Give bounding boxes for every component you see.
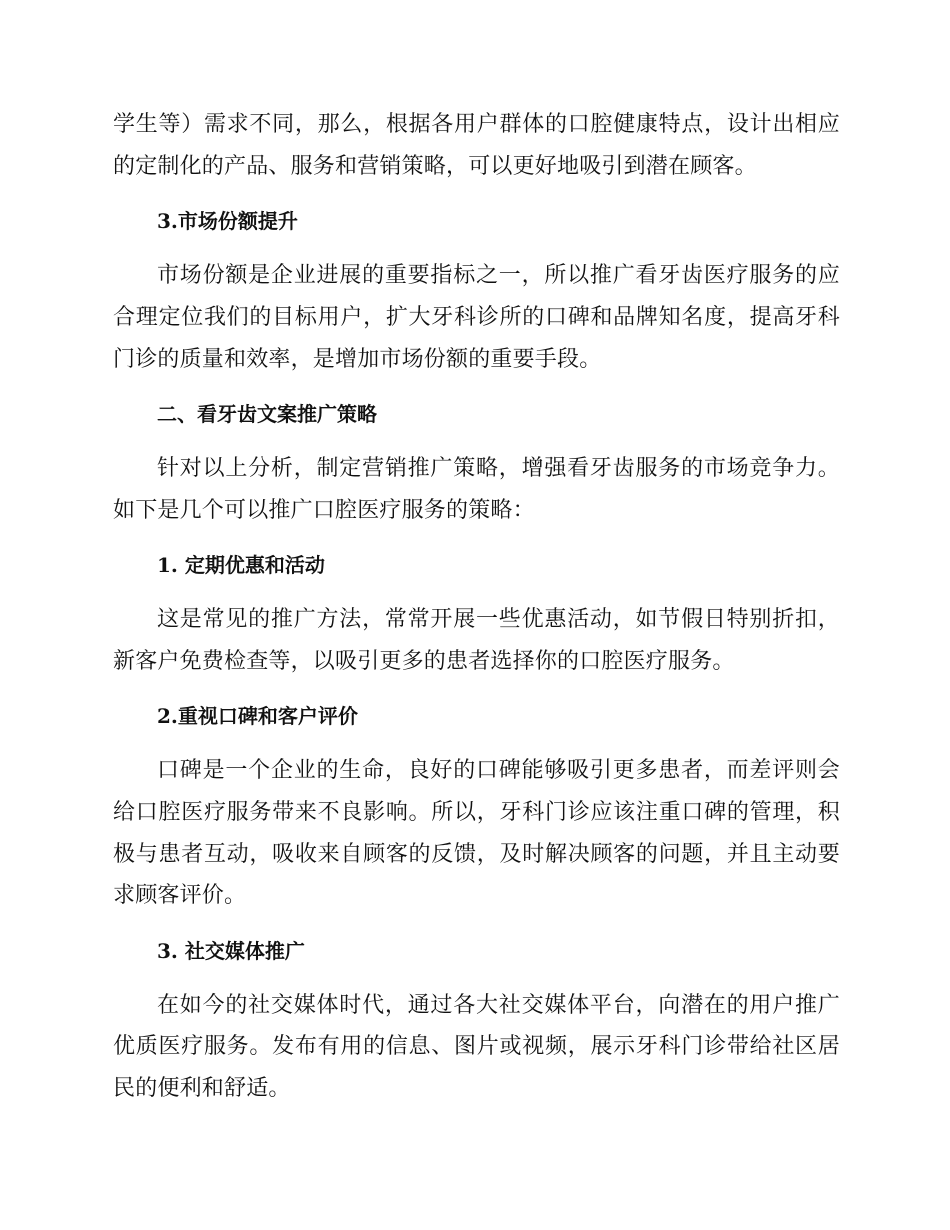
- section-heading: 3. 社交媒体推广: [157, 938, 305, 963]
- body-paragraph: 针对以上分析，制定营销推广策略，增强看牙齿服务的市场竞争力。如下是几个可以推广口腔医疗服务的策略：: [113, 455, 840, 523]
- body-paragraph: 在如今的社交媒体时代，通过各大社交媒体平台，向潜在的用户推广优质医疗服务。发布有用的信息、图片或视频，展示牙科门诊带给社区居民的便利和舒适。: [113, 992, 840, 1102]
- section-heading: 2.重视口碑和客户评价: [157, 704, 358, 729]
- spacer: [113, 682, 840, 696]
- spacer: [113, 380, 840, 394]
- section-heading: 3.市场份额提升: [157, 209, 298, 234]
- spacer: [113, 187, 840, 201]
- body-paragraph: 这是常见的推广方法，常常开展一些优惠活动，如节假日特别折扣，新客户免费检查等，以吸引更多的患者选择你的口腔医疗服务。: [113, 607, 840, 674]
- section-heading: 二、看牙齿文案推广策略: [157, 402, 377, 427]
- spacer: [113, 917, 840, 931]
- body-paragraph: 口碑是一个企业的生命，良好的口碑能够吸引更多患者，而差评则会给口腔医疗服务带来不良影响。所以，牙科门诊应该注重口碑的管理，积极与患者互动，吸收来自顾客的反馈，及时解决顾客的问题，并且主动要求顾客评价。: [113, 758, 840, 909]
- spacer: [113, 587, 840, 599]
- body-paragraph: 学生等）需求不同，那么，根据各用户群体的口腔健康特点，设计出相应的定制化的产品、服务和营销策略，可以更好地吸引到潜在顾客。: [113, 112, 840, 179]
- spacer: [113, 531, 840, 545]
- spacer: [113, 243, 840, 255]
- spacer: [113, 973, 840, 985]
- body-paragraph: 市场份额是企业进展的重要指标之一，所以推广看牙齿医疗服务的应合理定位我们的目标用户，扩大牙科诊所的口碑和品牌知名度，提高牙科门诊的质量和效率，是增加市场份额的重要手段。: [113, 263, 840, 372]
- spacer: [113, 436, 840, 448]
- section-heading: 1. 定期优惠和活动: [157, 553, 325, 578]
- spacer: [113, 738, 840, 750]
